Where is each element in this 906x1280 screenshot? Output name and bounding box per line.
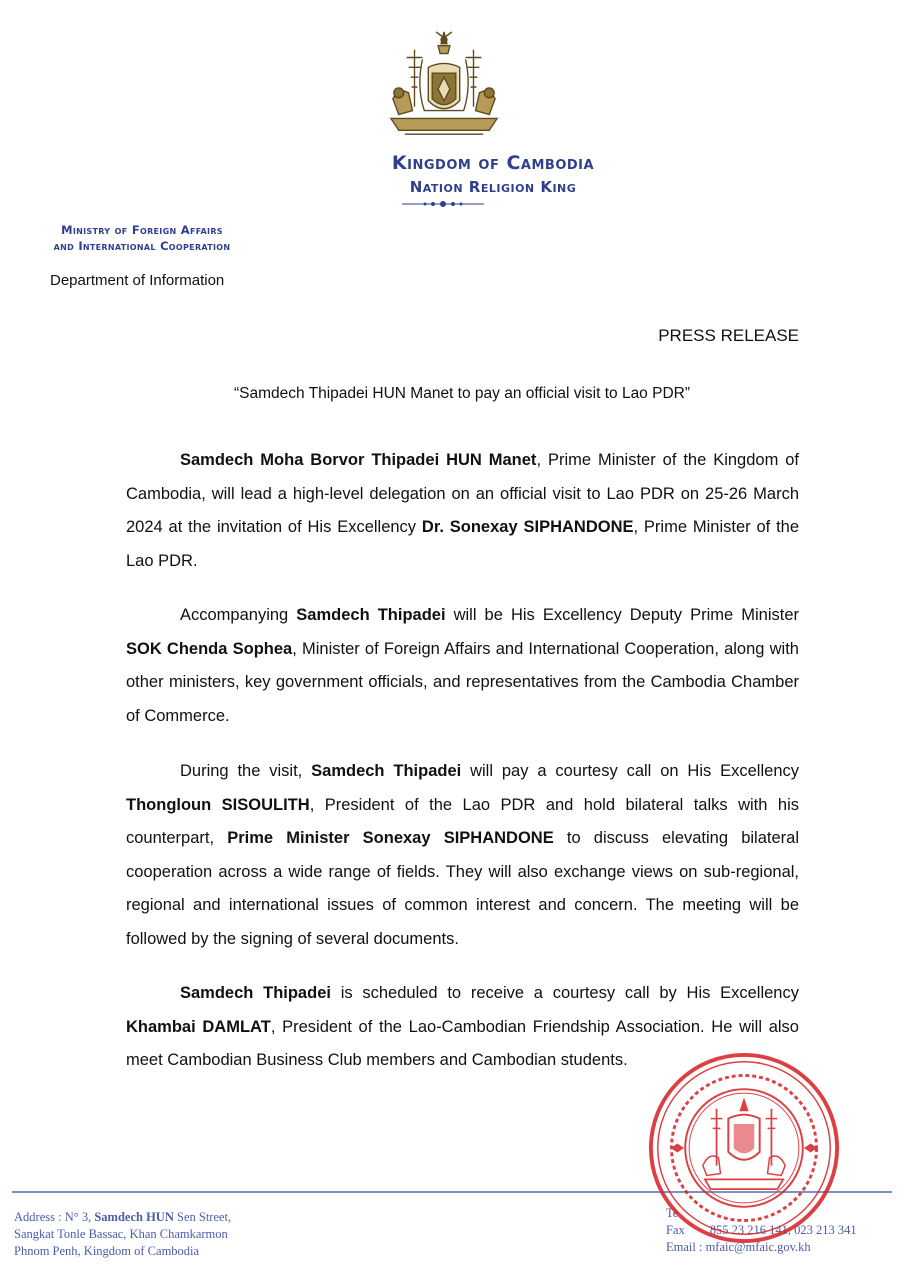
department-name: Department of Information [50,272,225,289]
bold-name-run: Samdech Thipadei [311,762,462,780]
text-run: Accompanying [180,606,297,624]
body-paragraph-3 [126,755,799,956]
bold-name-run: SOK Chenda Sophea [126,639,293,658]
ornament-divider-icon [400,198,486,210]
text-run: will pay a courtesy call on His Excellency [461,762,799,780]
bold-name-run: Samdech Thipadei [296,606,446,624]
press-release-headline: “Samdech Thipadei HUN Manet to pay an official visit to Lao PDR” [233,385,691,402]
official-red-seal-icon [646,1050,842,1246]
footer-address-line3: Phnom Penh, Kingdom of Cambodia [14,1244,200,1258]
bold-name-run: Dr. Sonexay SIPHANDONE [421,518,634,536]
text-run: , President of the Lao PDR and hold bilateral talks with his counterpart, [126,795,799,847]
bold-name-run: Samdech Thipadei [180,984,331,1002]
address-suffix: Sen Street, [173,1210,232,1224]
text-run: During the visit, [180,762,312,780]
address-prefix: Address : N° 3, [14,1210,95,1224]
footer-address-line2: Sangkat Tonle Bassac, Khan Chamkarmon [14,1227,228,1241]
address-street-bold: Samdech HUN [94,1210,174,1224]
text-run: to discuss elevating bilateral cooperation across a wide range of fields. They will also exchange views on sub-regional, regional and international issues of common interest and concern. The meeting will be followed by the signing of several documents. [126,829,799,948]
bold-name-run: Samdech Moha Borvor Thipadei HUN Manet [180,451,537,469]
text-run: , President of the Lao-Cambodian Friendship Association. He will also meet Cambodian Business Club members and Cambodian students. [126,1017,799,1069]
bold-name-run: Khambai DAMLAT [126,1017,271,1036]
body-paragraph-2 [126,599,799,733]
bold-name-run: Prime Minister Sonexay SIPHANDONE [227,829,554,847]
ministry-name-line1: Ministry of Foreign Affairs [61,223,223,237]
text-run: is scheduled to receive a courtesy call by His Excellency [330,984,799,1002]
text-run: , Prime Minister of the Kingdom of Cambodia, will lead a high-level delegation on an official visit to Lao PDR on 25-26 March 2024 at the invitation of His Excellency [126,451,800,536]
footer-email[interactable]: Email : mfaic@mfaic.gov.kh [666,1240,811,1254]
document-type-label: PRESS RELEASE [658,326,799,345]
text-run: , Minister of Foreign Affairs and International Cooperation, along with other ministers, key government officials, and representatives from the Cambodia Chamber of Commerce. [126,639,799,725]
ministry-name-line2: and International Cooperation [53,239,231,253]
text-run: , Prime Minister of the Lao PDR. [126,518,800,570]
text-run: will be His Excellency Deputy Prime Minister [445,606,799,624]
bold-name-run: Thongloun SISOULITH [126,795,310,814]
footer-address-line1 [14,1210,231,1225]
royal-coat-of-arms-icon [385,28,503,146]
kingdom-title: Kingdom of Cambodia [391,152,595,174]
footer-fax: Fax 855 23 216 141, 023 213 341 [666,1223,857,1237]
body-paragraph-1 [126,444,799,578]
national-motto: Nation Religion King [409,178,577,196]
footer-tel: Te [666,1206,679,1220]
